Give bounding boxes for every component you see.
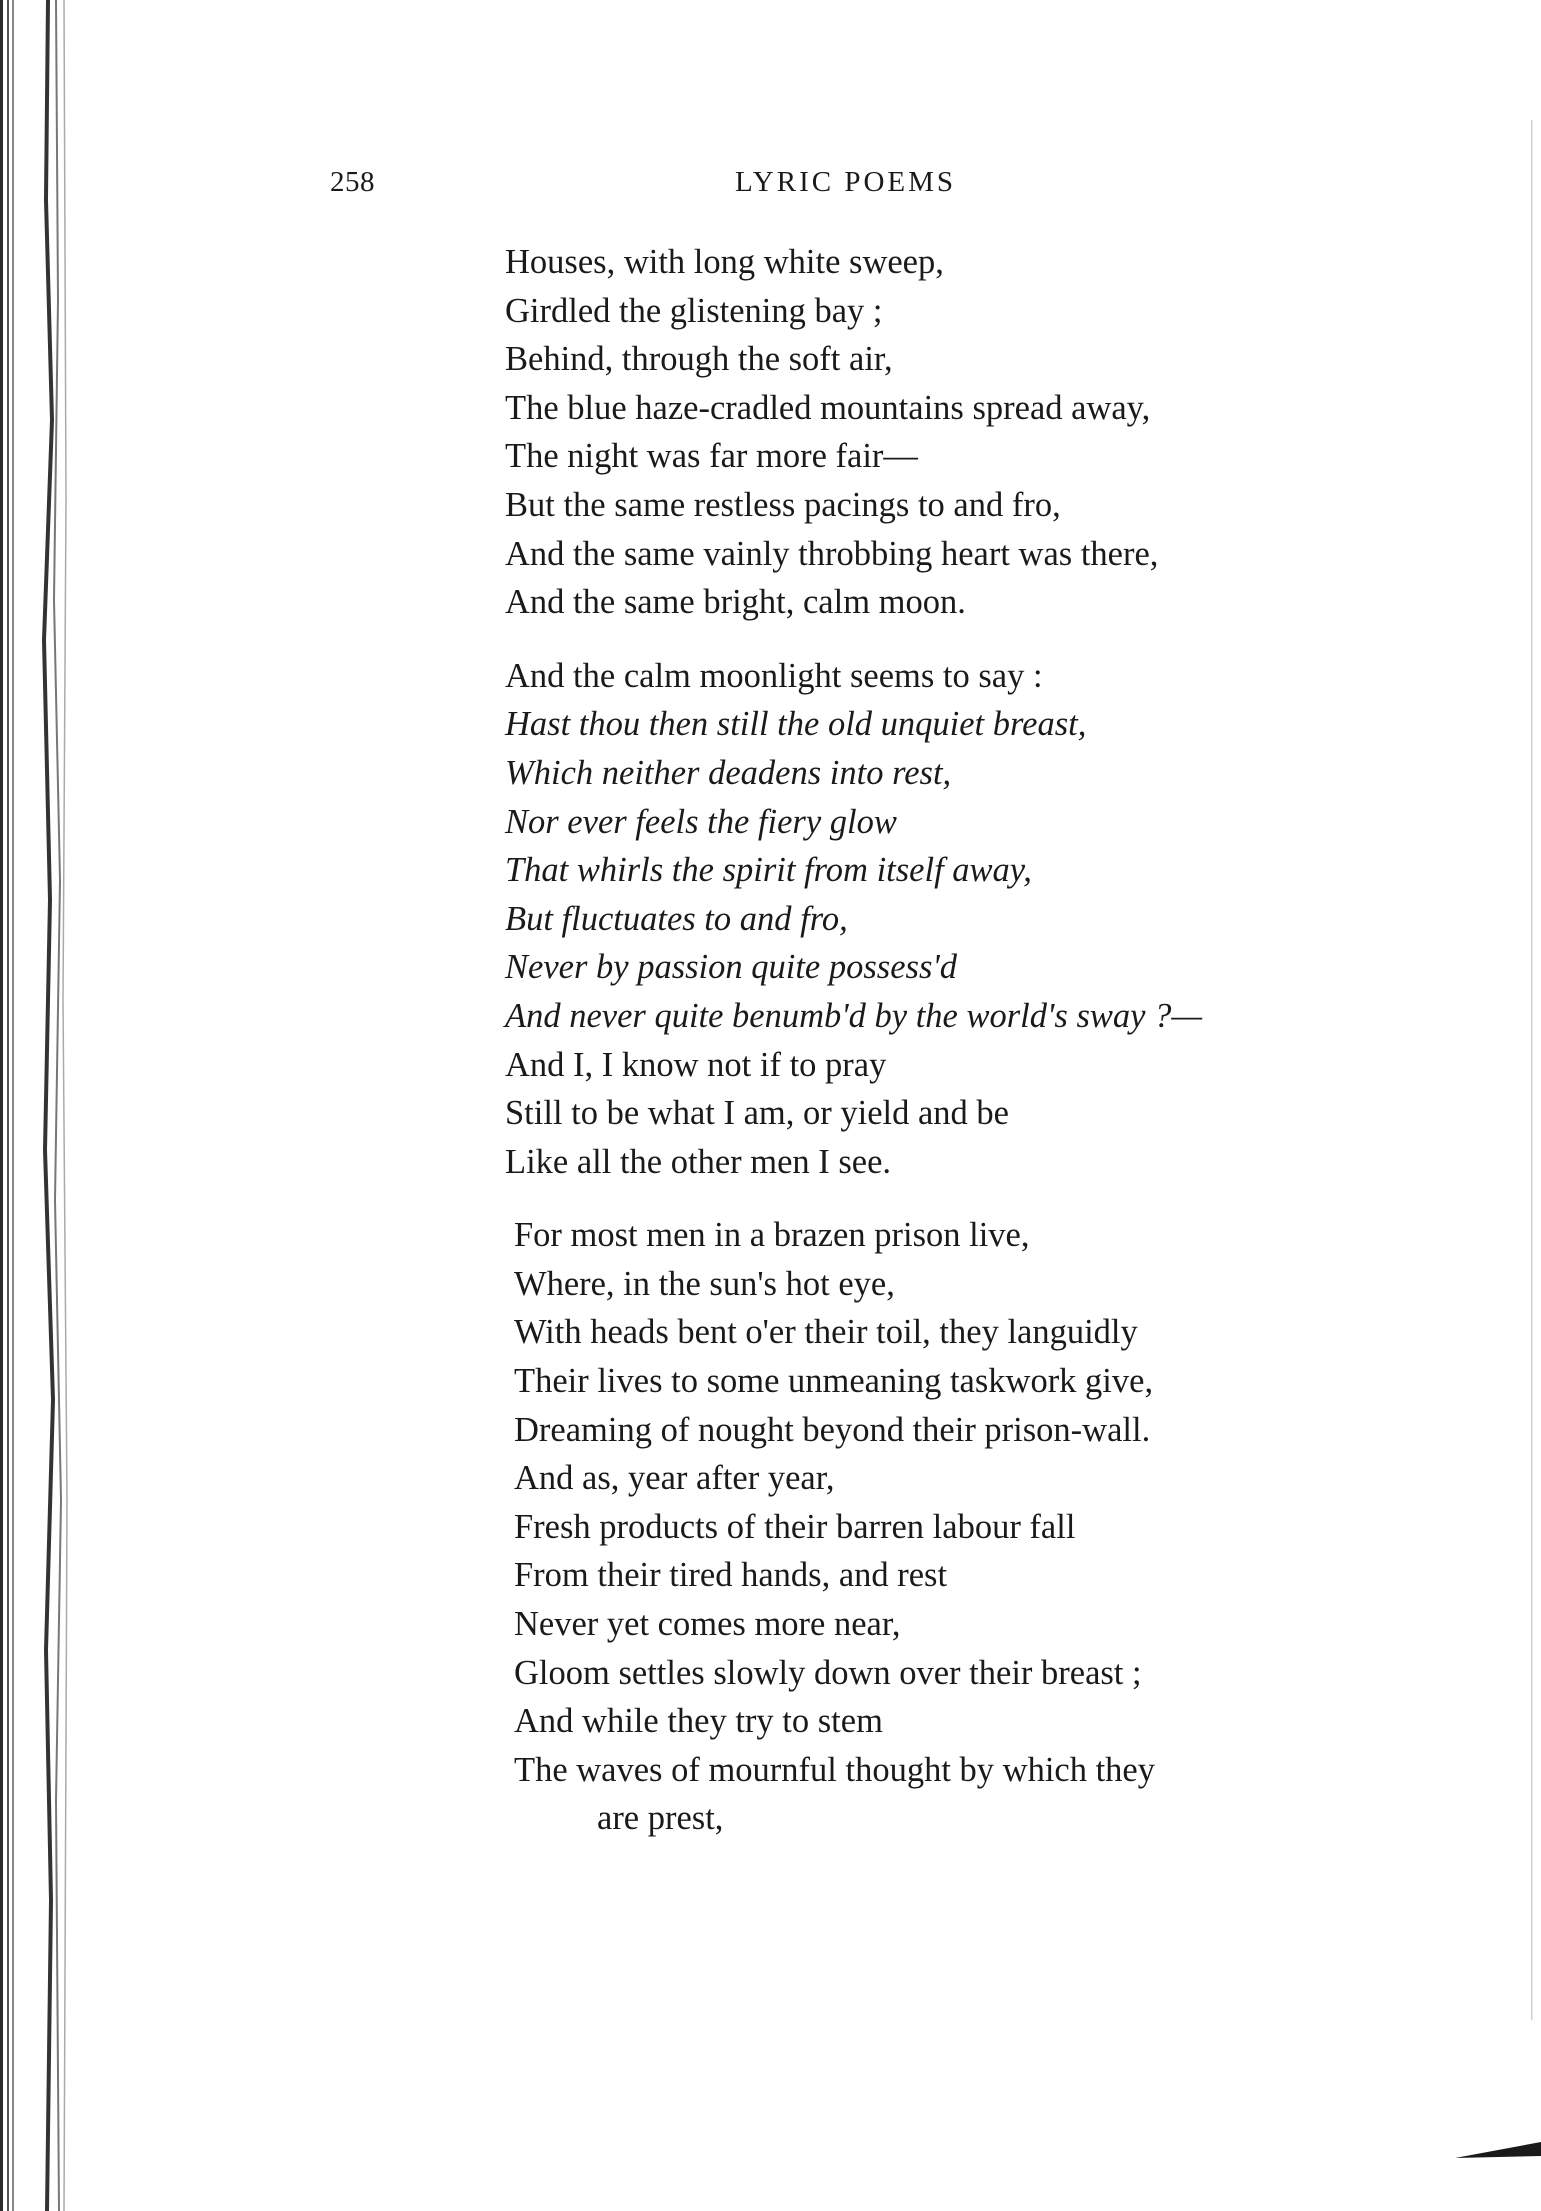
- poem-line-italic: Never by passion quite possess'd: [505, 948, 958, 987]
- poem-line: Where, in the sun's hot eye,: [514, 1264, 895, 1303]
- poem-line: Their lives to some unmeaning taskwork give,: [514, 1362, 1154, 1401]
- poem-line: And while they try to stem: [514, 1702, 883, 1741]
- stanza: [505, 238, 1405, 627]
- poem-line: Dreaming of nought beyond their prison-wall.: [514, 1410, 1151, 1449]
- poem-line: The night was far more fair—: [505, 437, 918, 476]
- poem-line: And the calm moonlight seems to say :: [505, 656, 1043, 695]
- stanza: [505, 1211, 1405, 1843]
- poem-line: Houses, with long white sweep,: [505, 243, 944, 281]
- page-header: [0, 166, 1541, 206]
- poem-line: From their tired hands, and rest: [514, 1556, 948, 1595]
- poem-body: [505, 238, 1405, 1868]
- poem-line-italic: Nor ever feels the fiery glow: [505, 802, 897, 841]
- poem-line: And the same vainly throbbing heart was there,: [505, 534, 1159, 573]
- poem-line-italic: That whirls the spirit from itself away,: [505, 851, 1032, 890]
- poem-line: Never yet comes more near,: [514, 1605, 901, 1644]
- poem-line-italic: Which neither deadens into rest,: [505, 753, 952, 792]
- poem-line: The waves of mournful thought by which they: [514, 1750, 1155, 1789]
- poem-line: Gloom settles slowly down over their breast ;: [514, 1653, 1142, 1692]
- stanza: [505, 652, 1405, 1187]
- poem-line: For most men in a brazen prison live,: [514, 1216, 1030, 1255]
- poem-line: Behind, through the soft air,: [505, 340, 893, 379]
- poem-line: The blue haze-cradled mountains spread away,: [505, 388, 1151, 427]
- poem-line-italic: Hast thou then still the old unquiet breast,: [505, 705, 1087, 744]
- poem-line: And the same bright, calm moon.: [505, 583, 966, 622]
- poem-line: Fresh products of their barren labour fall: [514, 1507, 1076, 1546]
- poem-line: Girdled the glistening bay ;: [505, 291, 883, 330]
- poem-line-turnover: are prest,: [597, 1799, 724, 1838]
- page-number: 258: [330, 166, 375, 198]
- running-head: LYRIC POEMS: [735, 166, 957, 198]
- page-edge-mark: [1455, 2130, 1541, 2170]
- poem-line: And I, I know not if to pray: [505, 1045, 887, 1084]
- poem-line-italic: And never quite benumb'd by the world's sway ?—: [505, 996, 1202, 1035]
- poem-line: But the same restless pacings to and fro,: [505, 485, 1061, 524]
- poem-line-italic: But fluctuates to and fro,: [505, 899, 848, 938]
- poem-line: Like all the other men I see.: [505, 1142, 892, 1181]
- poem-line: With heads bent o'er their toil, they languidly: [514, 1313, 1138, 1352]
- right-margin-rule: [1530, 120, 1534, 2020]
- binding-edge-shadow: [0, 0, 80, 2211]
- poem-line: And as, year after year,: [514, 1459, 835, 1498]
- poem-line: Still to be what I am, or yield and be: [505, 1094, 1009, 1133]
